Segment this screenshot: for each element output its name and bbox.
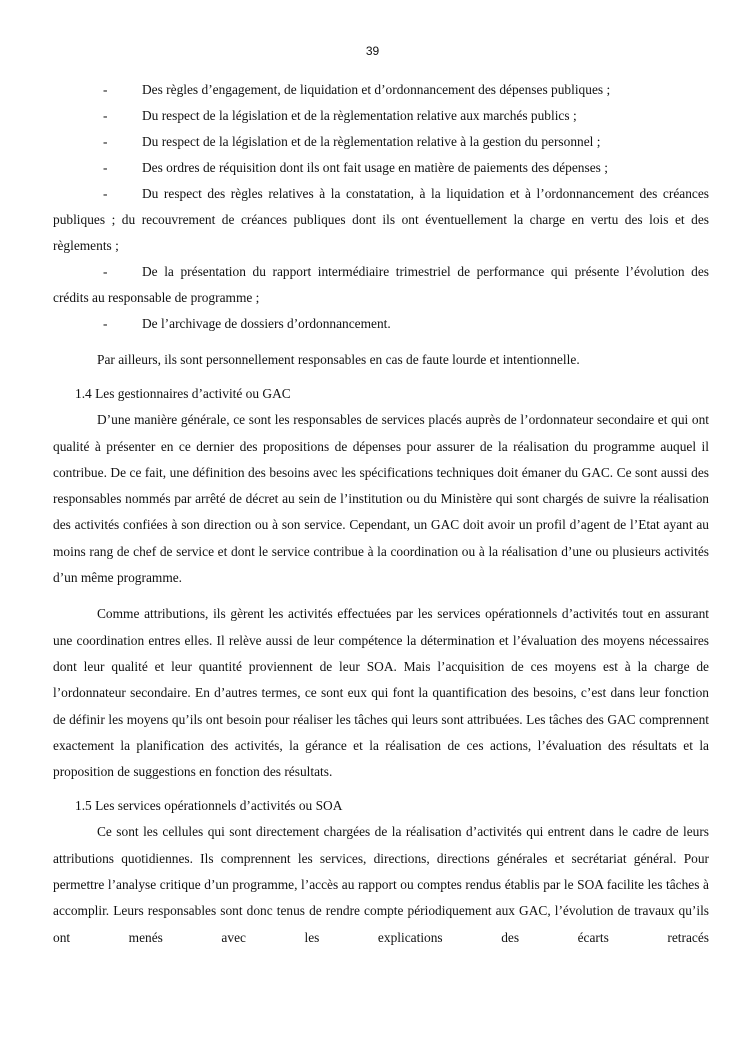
- list-item: [53, 181, 709, 259]
- list-item: [53, 155, 709, 181]
- list-item-text: Du respect de la législation et de la règlementation relative à la gestion du personnel ;: [142, 134, 601, 149]
- paragraph: D’une manière générale, ce sont les responsables de services placés auprès de l’ordonnateur secondaire et qui ont qualité à présenter en ce dernier des propositions de dépenses pour assurer de la réalisation du programme auquel il contribue. De ce fait, une définition des besoins avec les spécifications techniques doit émaner du GAC. Ce sont aussi des responsables nommés par arrêté de décret au sein de l’institution ou du Ministère qui sont chargés de suivre la réalisation des activités confiées à son direction ou à son service. Cependant, un GAC doit avoir un profil d’agent de l’Etat ayant au moins rang de chef de service et dont le service contribue à la coordination ou à la réalisation d’une ou plusieurs activités d’un même programme.: [53, 412, 709, 586]
- list-item-text: Du respect des règles relatives à la constatation, à la liquidation et à l’ordonnancement des créances publiques ; du recouvrement de créances publiques dont ils ont éventuellement la charge en vertu des lois et des règlements ;: [53, 186, 709, 253]
- paragraph: Ce sont les cellules qui sont directement chargées de la réalisation d’activités qui entrent dans le cadre de leurs attributions quotidiennes. Ils comprennent les services, directions, directions générales et secrétariat général. Pour permettre l’analyse critique d’un programme, l’accès au rapport ou comptes rendus établis par le SOA facilite les tâches à accomplir. Leurs responsables sont donc tenus de rendre compte périodiquement aux GAC, l’évolution de travaux qu’ils ont menés avec les explications des écarts retracés: [53, 824, 709, 945]
- list-item-text: De la présentation du rapport intermédiaire trimestriel de performance qui présente l’évolution des crédits au responsable de programme ;: [53, 264, 709, 305]
- bullet-dash: -: [103, 264, 108, 279]
- list-item-text: De l’archivage de dossiers d’ordonnancement.: [142, 316, 391, 331]
- bullet-dash: -: [103, 108, 108, 123]
- list-item: [53, 259, 709, 311]
- list-item: [53, 129, 709, 155]
- list-item: [53, 103, 709, 129]
- bullet-dash: -: [103, 186, 108, 201]
- bullet-dash: -: [103, 316, 108, 331]
- list-item: [53, 77, 709, 103]
- section-heading: 1.5 Les services opérationnels d’activités ou SOA: [75, 798, 343, 814]
- paragraph: Comme attributions, ils gèrent les activités effectuées par les services opérationnels d’activités tout en assurant une coordination entres elles. Il relève aussi de leur compétence la détermination et l’évaluation des moyens nécessaires dont leur qualité et leur quantité proviennent de leur SOA. Mais l’acquisition de ces moyens est à la charge de l’ordonnateur secondaire. En d’autres termes, ce sont eux qui font la quantification des besoins, c’est dans leur fonction de définir les moyens qu’ils ont besoin pour réaliser les tâches qui leurs sont attribuées. Les tâches des GAC comprennent exactement la planification des activités, la gérance et la réalisation de ces actions, l’évaluation des résultats et la proposition de suggestions en fonction des résultats.: [53, 606, 709, 780]
- list-item-text: Des ordres de réquisition dont ils ont fait usage en matière de paiements des dépenses ;: [142, 160, 608, 175]
- document-body: [53, 77, 709, 951]
- list-item: [53, 311, 709, 337]
- bullet-dash: -: [103, 134, 108, 149]
- section-heading: 1.4 Les gestionnaires d’activité ou GAC: [75, 386, 291, 402]
- list-item-text: Des règles d’engagement, de liquidation et d’ordonnancement des dépenses publiques ;: [142, 82, 611, 97]
- bullet-dash: -: [103, 82, 108, 97]
- paragraph: Par ailleurs, ils sont personnellement responsables en cas de faute lourde et intentionnelle.: [97, 352, 580, 367]
- bullet-dash: -: [103, 160, 108, 175]
- list-item-text: Du respect de la législation et de la règlementation relative aux marchés publics ;: [142, 108, 577, 123]
- page-number: 39: [365, 44, 380, 58]
